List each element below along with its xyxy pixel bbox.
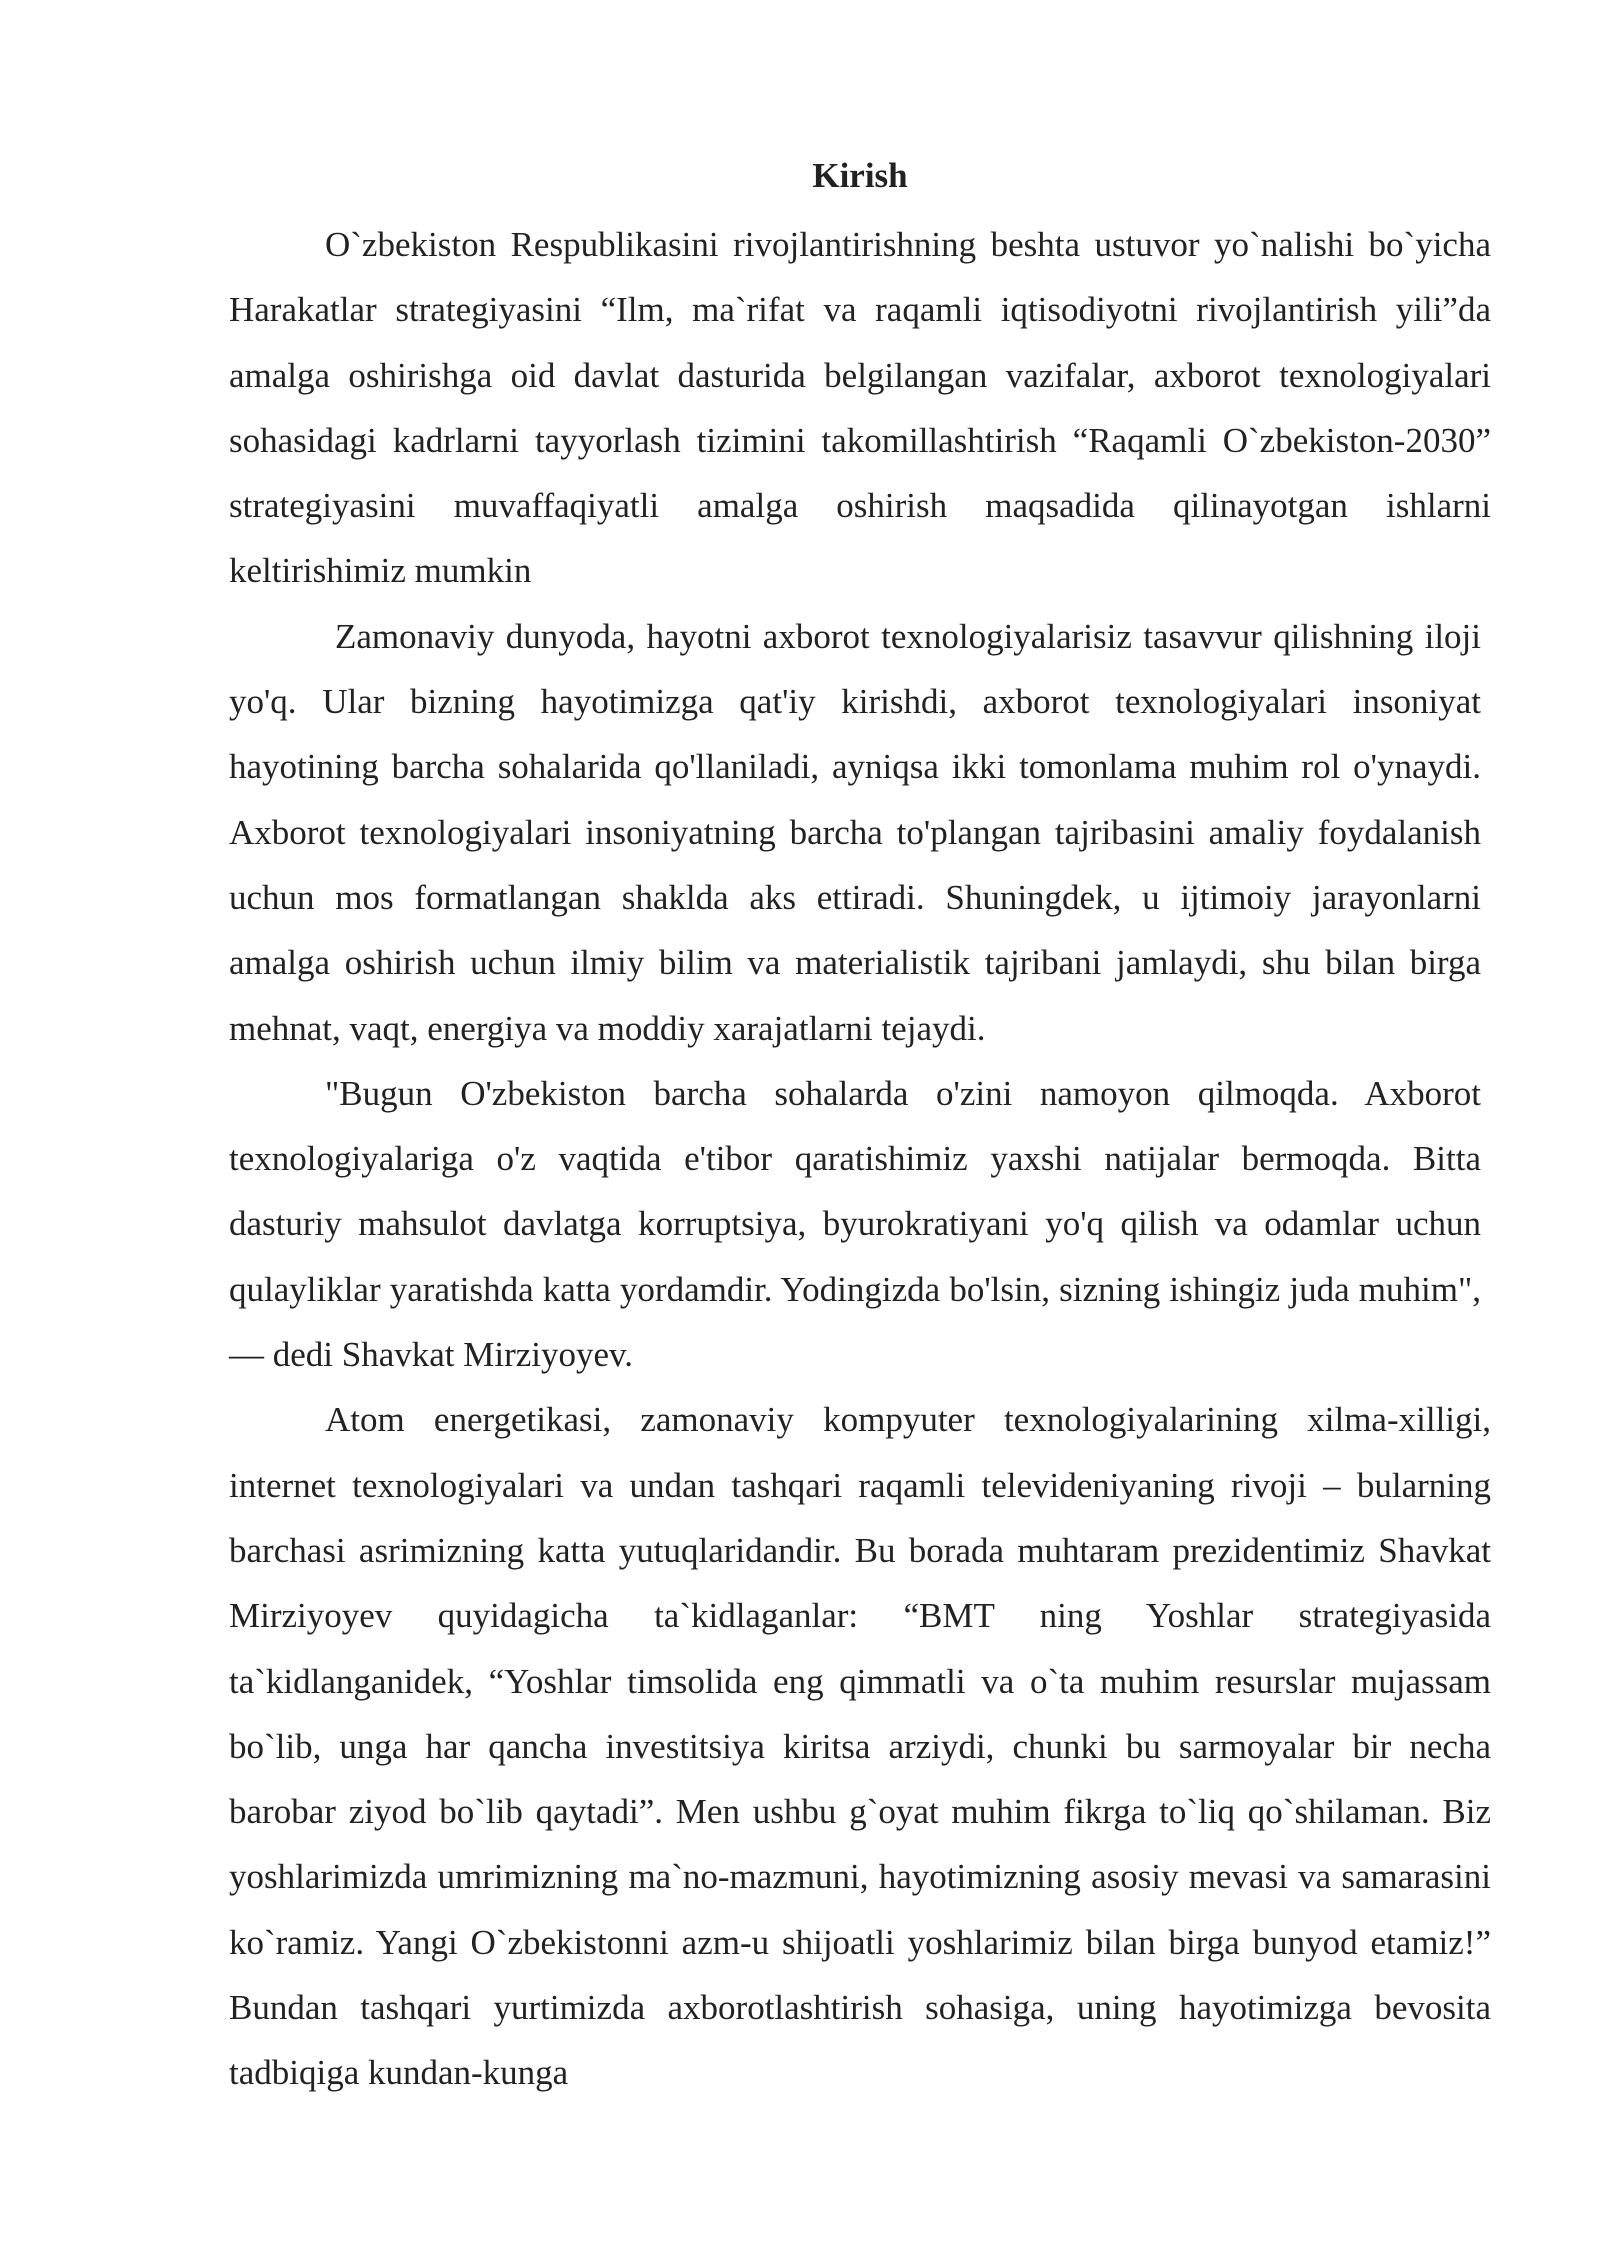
document-body (229, 148, 1491, 2106)
paragraph-1: O`zbekiston Respublikasini rivojlantirishning beshta ustuvor yo`nalishi bo`yicha Harakatlar strategiyasini “Ilm, ma`rifat va raqamli iqtisodiyotni rivojlantirish yili”da amalga oshirishga oid davlat dasturida belgilangan vazifalar, axborot texnologiyalari sohasidagi kadrlarni tayyorlash tizimini takomillashtirish “Raqamli O`zbekiston-2030” strategiyasini muvaffaqiyatli amalga oshirish maqsadida qilinayotgan ishlarni keltirishimiz mumkin (229, 225, 1491, 591)
paragraph-2: Zamonaviy dunyoda, hayotni axborot texnologiyalarisiz tasavvur qilishning iloji yo'q. Ular bizning hayotimizga qat'iy kirishdi, axborot texnologiyalari insoniyat hayotining barcha sohalarida qo'llaniladi, ayniqsa ikki tomonlama muhim rol o'ynaydi. Axborot texnologiyalari insoniyatning barcha to'plangan tajribasini amaliy foydalanish uchun mos formatlangan shaklda aks ettiradi. Shuningdek, u ijtimoiy jarayonlarni amalga oshirish uchun ilmiy bilim va materialistik tajribani jamlaydi, shu bilan birga mehnat, vaqt, energiya va moddiy xarajatlarni tejaydi. (229, 616, 1481, 1048)
paragraph-4: Atom energetikasi, zamonaviy kompyuter texnologiyalarining xilma-xilligi, internet texnologiyalari va undan tashqari raqamli televideniyaning rivoji – bularning barchasi asrimizning katta yutuqlaridandir. Bu borada muhtaram prezidentimiz Shavkat Mirziyoyev quyidagicha ta`kidlaganlar: “BMT ning Yoshlar strategiyasida ta`kidlanganidek, “Yoshlar timsolida eng qimmatli va o`ta muhim resurslar mujassam bo`lib, unga har qancha investitsiya kiritsa arziydi, chunki bu sarmoyalar bir necha barobar ziyod bo`lib qaytadi”. Men ushbu g`oyat muhim fikrga to`liq qo`shilaman. Biz yoshlarimizda umrimizning ma`no-mazmuni, hayotimizning asosiy mevasi va samarasini ko`ramiz. Yangi O`zbekistonni azm-u shijoatli yoshlarimiz bilan birga bunyod etamiz!” Bundan tashqari yurtimizda axborotlashtirish sohasiga, uning hayotimizga bevosita tadbiqiga kundan-kunga (229, 1400, 1491, 2093)
page-title: Kirish (812, 156, 908, 195)
paragraph-3: "Bugun O'zbekiston barcha sohalarda o'zini namoyon qilmoqda. Axborot texnologiyalariga o'z vaqtida e'tibor qaratishimiz yaxshi natijalar bermoqda. Bitta dasturiy mahsulot davlatga korruptsiya, byurokratiyani yo'q qilish va odamlar uchun qulayliklar yaratishda katta yordamdir. Yodingizda bo'lsin, sizning ishingiz juda muhim", — dedi Shavkat Mirziyoyev. (229, 1073, 1481, 1375)
